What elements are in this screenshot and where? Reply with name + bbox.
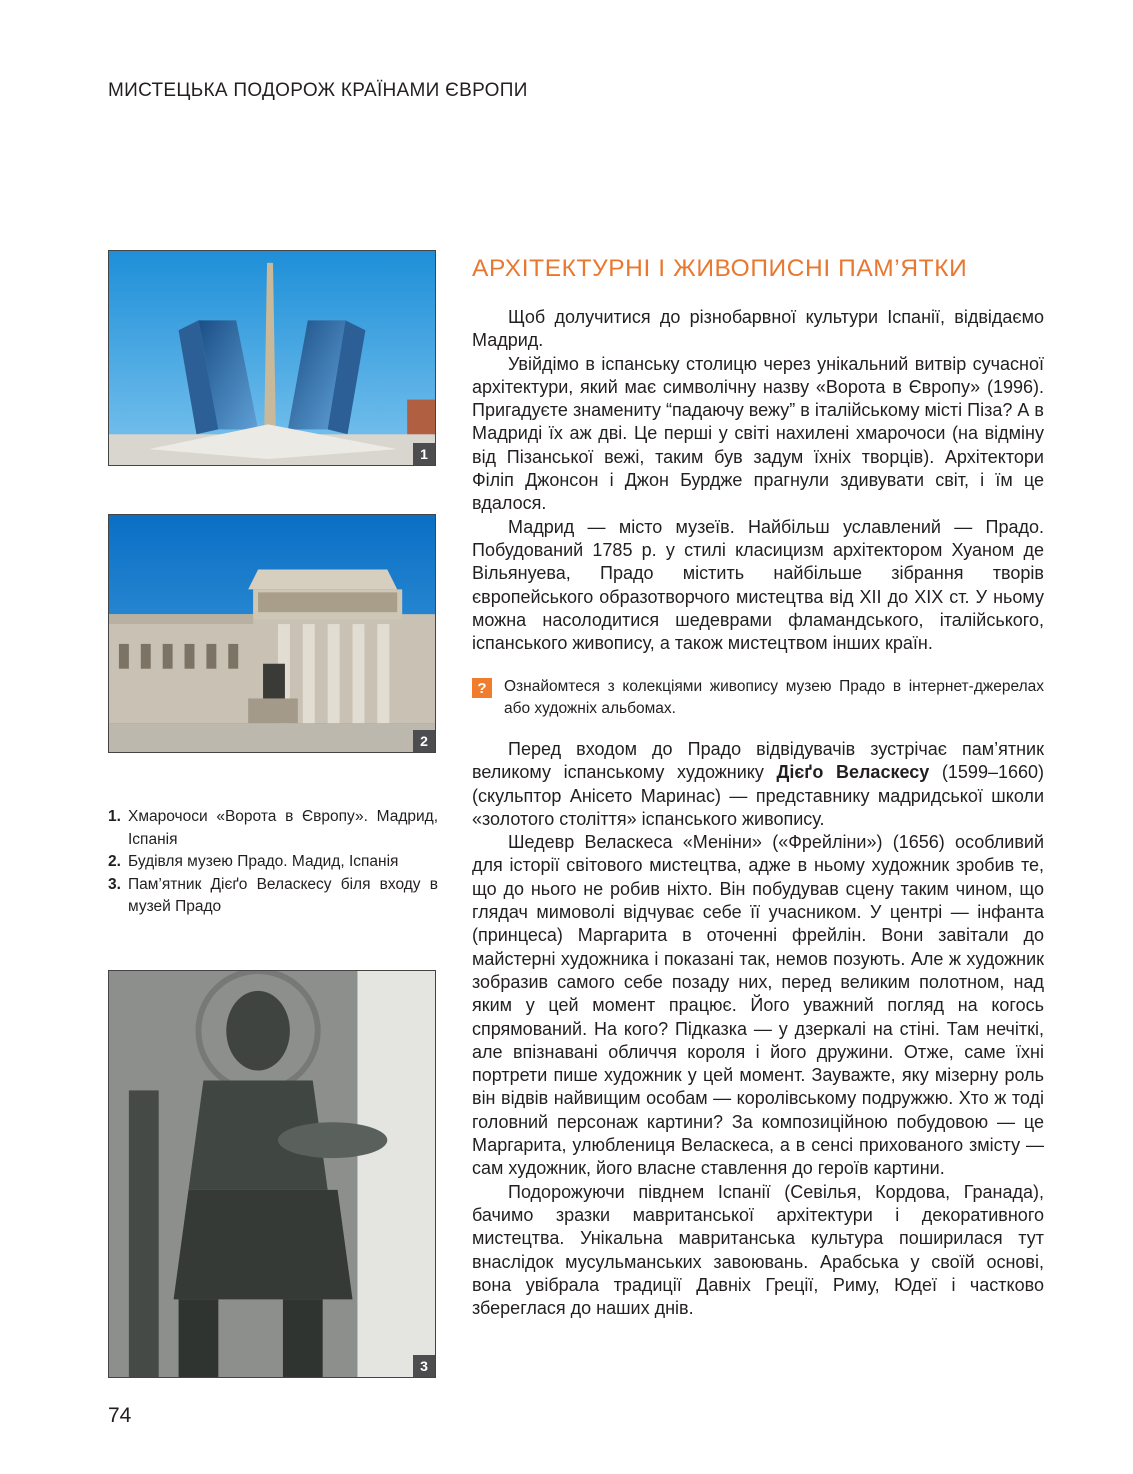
photo-prado-museum bbox=[108, 514, 436, 753]
text-run: (1599–1660) (скульптор Анісето Маринас) — представнику мадридської школи «золотого століття» іспанського живопису. bbox=[472, 762, 1045, 829]
question-icon: ? bbox=[472, 678, 492, 698]
page-number: 74 bbox=[108, 1404, 132, 1427]
paragraph: Шедевр Веласкеса «Меніни» («Фрейліни») (1656) особливий для історії світового мистецтва, адже в ньому художник зробив те, що до нього не робив ніхто. Він побудував сцену таким чином, що глядач мимоволі відчуває себе її учасником. У центрі — інфанта (принцеса) Маргарита в оточенні фрейлін. Вони завітали до майстерні художника і показані так, немов позують. Але ж художник зобразив самого себе позаду них, перед великим полотном, над яким у цей момент працює. Його уважний погляд на когось спрямований. На кого? Підказка — у дзеркалі на стіні. Там нечіткі, але впізнавані обличчя короля і його дружини. Отже, саме їхні портрети пише художник у цей момент. Зауважте, яку мізерну роль він відвів найвищим особам — королівському подружжю. Хто ж тоді головний персонаж картини? За композиційною побудовою — це Маргарита, улюблениця Веласкеса, а в сенсі прихованого змісту — сам художник, його власне ставлення до героїв картини. bbox=[472, 832, 1044, 1179]
bold-name: Дієґо Веласкесу bbox=[776, 762, 930, 783]
running-header: МИСТЕЦЬКА ПОДОРОЖ КРАЇНАМИ ЄВРОПИ bbox=[108, 80, 528, 101]
note-text: Ознайомтеся з колекціями живопису музею Прадо в інтернет-джерелах або художніх альбомах. bbox=[504, 678, 1044, 717]
photo-captions bbox=[108, 806, 438, 919]
caption-number: 2. bbox=[108, 853, 121, 870]
photo-number-badge: 3 bbox=[413, 1355, 435, 1377]
paragraph: Подорожуючи півднем Іспанії (Севілья, Кордова, Гранада), бачимо зразки мавританської архітектури і декоративного мистецтва. Унікальна мавританська культура поширилася тут внаслідок мусульманських завоювань. Арабська у своїй основі, вона увібрала традиції Давніх Греції, Риму, Юдеї і частково збереглася до наших днів. bbox=[472, 1181, 1044, 1319]
photo-number-badge: 1 bbox=[413, 443, 435, 465]
caption-item bbox=[108, 874, 438, 919]
body-text-top bbox=[472, 306, 1044, 655]
caption-item bbox=[108, 851, 438, 874]
caption-item bbox=[108, 806, 438, 851]
tip-note bbox=[472, 676, 1044, 720]
caption-text: Будівля музею Прадо. Мадид, Іспанія bbox=[128, 853, 399, 870]
paragraph: Щоб долучитися до різнобарвної культури Іспанії, відвідаємо Мадрид. bbox=[472, 307, 1044, 351]
photo-velazquez-statue bbox=[108, 970, 436, 1378]
photo-number-badge: 2 bbox=[413, 730, 435, 752]
statue-image bbox=[109, 971, 435, 1377]
body-text-bottom bbox=[472, 738, 1044, 1320]
towers-image bbox=[109, 251, 435, 465]
caption-number: 3. bbox=[108, 875, 121, 893]
photo-puerta-de-europa bbox=[108, 250, 436, 466]
section-title: АРХІТЕКТУРНІ І ЖИВОПИСНІ ПАМ’ЯТКИ bbox=[472, 255, 968, 282]
paragraph-velazquez bbox=[472, 738, 1044, 831]
caption-number: 1. bbox=[108, 808, 121, 825]
caption-text: Пам’ятник Дієґо Веласкесу біля входу в музей Прадо bbox=[128, 875, 438, 915]
paragraph: Мадрид — місто музеїв. Найбільш уславлений — Прадо. Побудований 1785 р. у стилі класицизм архітектором Хуаном де Вільянуева, Прадо містить найбільше зібрання творів європейського образотворчого мистецтва від XII до XIX ст. У ньому можна насолодитися шедеврами фламандського, італійського, іспанського живопису, а також мистецтвом інших країн. bbox=[472, 516, 1044, 654]
paragraph: Увійдімо в іспанську столицю через унікальний витвір сучасної архітектури, який має символічну назву «Ворота в Європу» (1996). Пригадуєте знамениту “падаючу вежу” в італійському місті Піза? А в Мадриді їх аж дві. Це перші у світі нахилені хмарочоси (на відміну від Пізанської вежі, таким був задум їхніх творців). Архітектори Філіп Джонсон і Джон Бурдже прагнули здивувати світ, і їм це вдалося. bbox=[472, 353, 1044, 514]
text-run: Перед входом до Прадо відвідувачів зустрічає пам’ятник великому іспанському художнику bbox=[472, 739, 1044, 783]
prado-image bbox=[109, 515, 435, 752]
caption-text: Хмарочоси «Ворота в Європу». Мадрид, Іспанія bbox=[128, 808, 438, 848]
